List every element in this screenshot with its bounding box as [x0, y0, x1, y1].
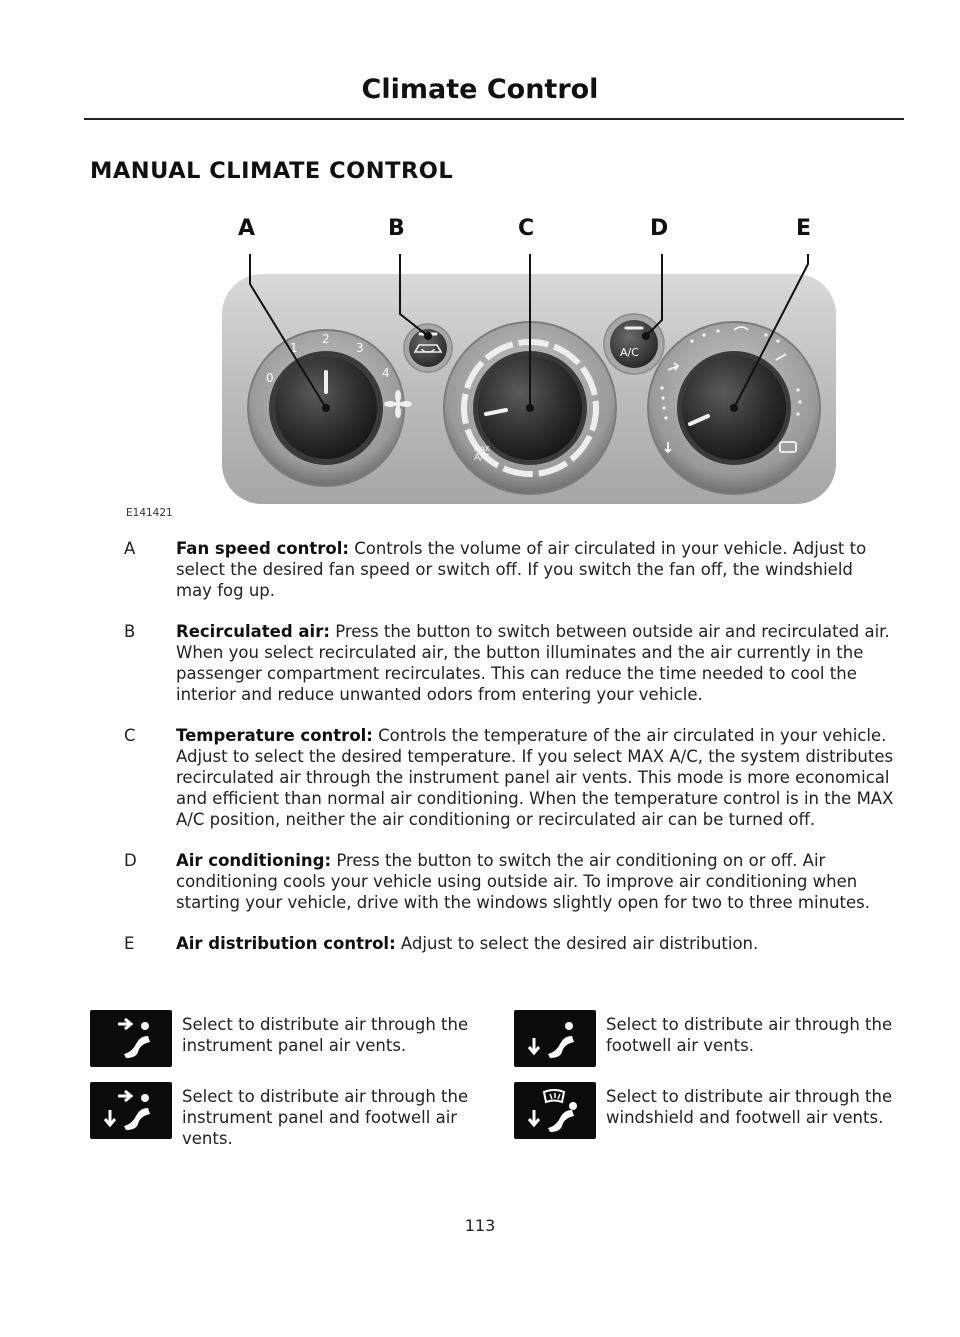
fan-mark-3: 3	[356, 341, 364, 355]
legend-term: Air distribution control:	[176, 934, 396, 953]
mode-description: Select to distribute air through the footwell air vents.	[606, 1015, 893, 1055]
control-legend	[124, 538, 894, 974]
legend-term: Temperature control:	[176, 726, 373, 745]
max-ac-label-top: MAX	[474, 445, 490, 453]
legend-item-a	[124, 538, 894, 601]
max-ac-label-bottom: A/C	[474, 453, 490, 463]
legend-key: A	[124, 539, 136, 558]
mode-footwell-vents	[514, 1010, 894, 1080]
mode-description: Select to distribute air through the instrument panel and footwell air vents.	[182, 1087, 469, 1148]
legend-description: Adjust to select the desired air distribution.	[395, 934, 759, 953]
callout-b: B	[388, 216, 405, 241]
callout-a: A	[238, 216, 256, 241]
page-number: 113	[464, 1216, 496, 1235]
legend-description: Controls the temperature of the air circulated in your vehicle. Adjust to select the desired temperature. If you select MAX A/C, the system distributes recirculated air through the instrument panel air vents. This mode is more economical and efficient than normal air conditioning. When the temperature control is in the MAX A/C position, neither the air conditioning or recirculated air can be turned off.	[176, 726, 894, 829]
fan-mark-2: 2	[322, 332, 330, 346]
fan-mark-0: 0	[266, 371, 274, 385]
windshield-footwell-vent-icon	[514, 1082, 596, 1139]
header-divider	[84, 118, 904, 120]
callout-e: E	[796, 216, 812, 241]
climate-control-figure	[126, 210, 846, 520]
ac-button-label: A/C	[620, 346, 639, 359]
mode-panel-and-footwell-vents	[90, 1082, 470, 1152]
fan-mark-4: 4	[382, 366, 390, 380]
panel-vent-icon	[90, 1010, 172, 1067]
legend-term: Air conditioning:	[176, 851, 332, 870]
fan-mark-1: 1	[290, 341, 298, 355]
legend-key: D	[124, 851, 137, 870]
legend-key: E	[124, 934, 135, 953]
legend-item-c	[124, 725, 894, 830]
climate-control-panel-illustration	[126, 210, 846, 520]
panel-footwell-vent-icon	[90, 1082, 172, 1139]
mode-description: Select to distribute air through the windshield and footwell air vents.	[606, 1087, 893, 1127]
legend-description: Press the button to switch the air conditioning on or off. Air conditioning cools your vehicle using outside air. To improve air conditioning when starting your vehicle, drive with the windows slightly open for two to three minutes.	[176, 851, 870, 912]
legend-term: Recirculated air:	[176, 622, 330, 641]
mode-panel-vents	[90, 1010, 470, 1080]
legend-term: Fan speed control:	[176, 539, 349, 558]
mode-description: Select to distribute air through the instrument panel air vents.	[182, 1015, 469, 1055]
legend-key: C	[124, 726, 136, 745]
legend-item-d	[124, 850, 894, 913]
mode-windshield-and-footwell-vents	[514, 1082, 894, 1152]
legend-item-e	[124, 933, 894, 954]
recirculation-button	[404, 324, 452, 372]
legend-description: Press the button to switch between outside air and recirculated air. When you select recirculated air, the button illuminates and the air currently in the passenger compartment recirculates. This can reduce the time needed to cool the interior and reduce unwanted odors from entering your vehicle.	[176, 622, 890, 704]
legend-description: Controls the volume of air circulated in your vehicle. Adjust to select the desired fan speed or switch off. If you switch the fan off, the windshield may fog up.	[176, 539, 867, 600]
callout-d: D	[650, 216, 669, 241]
page-header-title: Climate Control	[361, 74, 599, 105]
footwell-vent-icon	[514, 1010, 596, 1067]
callout-c: C	[518, 216, 535, 241]
legend-item-b	[124, 621, 894, 705]
section-title: MANUAL CLIMATE CONTROL	[90, 158, 454, 184]
ac-button	[604, 314, 664, 374]
legend-key: B	[124, 622, 136, 641]
figure-id: E141421	[126, 507, 173, 519]
